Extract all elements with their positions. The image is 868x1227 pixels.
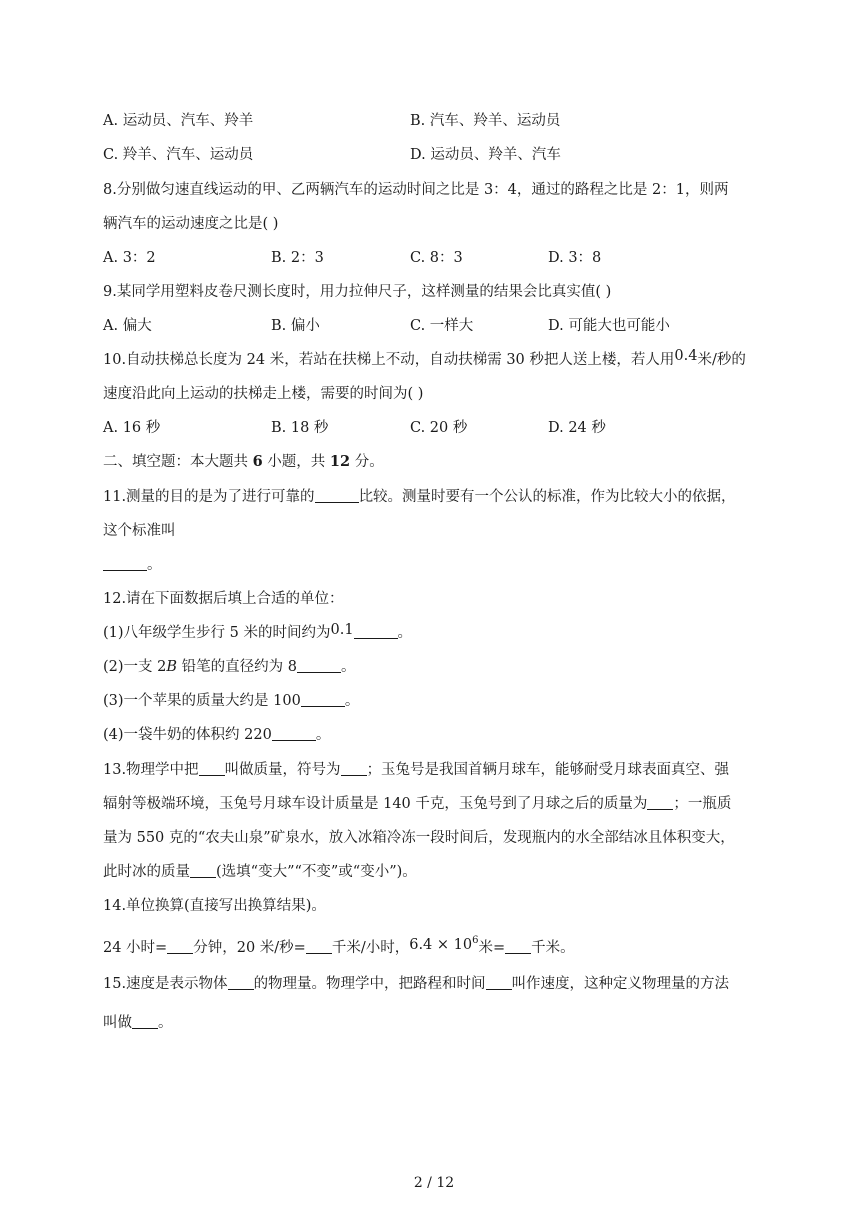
- answer-blank[interactable]: [132, 1013, 158, 1029]
- q12-end: 。: [315, 727, 331, 743]
- q11-text-b: 比较。测量时要有一个公认的标准，作为比较大小的依据，: [358, 489, 736, 505]
- answer-blank[interactable]: [505, 938, 531, 954]
- q11-line3: [103, 555, 162, 575]
- q14-number-base: 6.4 × 10: [409, 937, 473, 953]
- q12-end: 。: [340, 659, 356, 675]
- q14-text-a: 24 小时=: [103, 940, 168, 956]
- answer-blank[interactable]: [315, 487, 359, 503]
- q15-text-b: 的物理量。物理学中，把路程和时间: [253, 976, 486, 992]
- q15-text-c: 叫作速度，这种定义物理量的方法: [511, 976, 730, 992]
- answer-blank[interactable]: [167, 938, 193, 954]
- q13-text-g: (选填“变大”“不变”或“变小”)。: [216, 864, 417, 880]
- section-heading: [103, 452, 384, 472]
- q12-end: 。: [397, 625, 413, 641]
- q8-option-d: D. 3：8: [548, 250, 602, 266]
- q10-option-a: A. 16 秒: [103, 420, 161, 436]
- q12-part2-var: B: [166, 659, 178, 675]
- section-heading-mid: 小题，共: [262, 454, 330, 470]
- q13-text-e: ；一瓶质: [673, 796, 732, 812]
- q10-speed-value: 0.4: [674, 348, 698, 364]
- page-number: 2 / 12: [413, 1175, 455, 1191]
- q12-part4-text: (4)一袋牛奶的体积约 220: [103, 727, 272, 743]
- q12-part1: [103, 623, 412, 643]
- answer-blank[interactable]: [190, 862, 216, 878]
- q12-part2-text-a: (2)一支 2: [103, 659, 167, 675]
- section-heading-pre: 二、填空题：本大题共: [103, 454, 253, 470]
- q12-part1-value: 0.1: [330, 622, 354, 638]
- q8-stem-line2: 辆汽车的运动速度之比是( ): [103, 216, 279, 232]
- q9-option-b: B. 偏小: [271, 318, 320, 334]
- q11-end: 。: [147, 557, 162, 573]
- q9-option-c: C. 一样大: [410, 318, 474, 334]
- q15-text-e: 。: [158, 1015, 173, 1031]
- q8-stem-line1: 8.分别做匀速直线运动的甲、乙两辆汽车的运动时间之比是 3：4，通过的路程之比是 2：1，则两: [103, 182, 729, 198]
- q14-text-c: 千米/小时，: [331, 940, 410, 956]
- section-question-count: 6: [252, 453, 263, 470]
- q13-line1: [103, 760, 729, 780]
- q13-text-b: 叫做质量，符号为: [224, 762, 341, 778]
- q7-option-c: C. 羚羊、汽车、运动员: [103, 147, 254, 163]
- q10-option-b: B. 18 秒: [271, 420, 329, 436]
- answer-blank[interactable]: [486, 974, 512, 990]
- q9-option-d: D. 可能大也可能小: [548, 318, 670, 334]
- q13-text-f: 此时冰的质量: [103, 864, 190, 880]
- q10-stem-line2: 速度沿此向上运动的扶梯走上楼，需要的时间为( ): [103, 386, 424, 402]
- q12-title: 12.请在下面数据后填上合适的单位：: [103, 591, 344, 607]
- q12-part2-text-b: 铅笔的直径约为 8: [177, 659, 297, 675]
- q13-text-c: ；玉兔号是我国首辆月球车，能够耐受月球表面真空、强: [366, 762, 730, 778]
- q12-part2: [103, 657, 355, 677]
- q8-option-b: B. 2：3: [271, 250, 324, 266]
- q15-text-a: 15.速度是表示物体: [103, 976, 228, 992]
- q14-number-exponent: 6: [472, 935, 479, 946]
- q8-option-a: A. 3：2: [103, 250, 156, 266]
- q10-text-b: 米/秒的: [697, 352, 746, 368]
- q7-option-d: D. 运动员、羚羊、汽车: [410, 147, 561, 163]
- answer-blank[interactable]: [354, 623, 398, 639]
- answer-blank[interactable]: [341, 760, 367, 776]
- answer-blank[interactable]: [647, 794, 673, 810]
- q12-part1-text: (1)八年级学生步行 5 米的时间约为: [103, 625, 331, 641]
- q14-title: 14.单位换算(直接写出换算结果)。: [103, 898, 326, 914]
- q13-line2: [103, 794, 731, 814]
- q11-line1: [103, 487, 736, 507]
- answer-blank[interactable]: [301, 691, 345, 707]
- q10-stem-line1: [103, 350, 746, 370]
- answer-blank[interactable]: [272, 725, 316, 741]
- q8-option-c: C. 8：3: [410, 250, 463, 266]
- q15-line1: [103, 974, 729, 994]
- q14-scientific-number: [409, 937, 478, 953]
- q10-text-a: 10.自动扶梯总长度为 24 米，若站在扶梯上不动，自动扶梯需 30 秒把人送上楼，若人用: [103, 352, 675, 368]
- q14-text-e: 千米。: [531, 940, 575, 956]
- q13-line3: 量为 550 克的“农夫山泉”矿泉水，放入冰箱冷冻一段时间后，发现瓶内的水全部结冰且体积变大，: [103, 830, 735, 846]
- q12-part3: [103, 691, 359, 711]
- q12-end: 。: [344, 693, 360, 709]
- q13-text-d: 辐射等极端环境，玉兔号月球车设计质量是 140 千克，玉兔号到了月球之后的质量为: [103, 796, 648, 812]
- q11-line2: 这个标准叫: [103, 523, 176, 539]
- section-heading-post: 分。: [350, 454, 384, 470]
- q12-part3-text: (3)一个苹果的质量大约是 100: [103, 693, 301, 709]
- q14-text-d: 米=: [478, 940, 506, 956]
- q7-option-a: A. 运动员、汽车、羚羊: [103, 113, 254, 129]
- q12-part4: [103, 725, 330, 745]
- q14-text-b: 分钟，20 米/秒=: [193, 940, 306, 956]
- q10-option-c: C. 20 秒: [410, 420, 468, 436]
- q9-option-a: A. 偏大: [103, 318, 152, 334]
- q11-text-a: 11.测量的目的是为了进行可靠的: [103, 489, 315, 505]
- q13-text-a: 13.物理学中把: [103, 762, 199, 778]
- q10-option-d: D. 24 秒: [548, 420, 606, 436]
- q7-option-b: B. 汽车、羚羊、运动员: [410, 113, 561, 129]
- answer-blank[interactable]: [228, 974, 254, 990]
- section-score: 12: [329, 453, 351, 470]
- q15-line2: [103, 1013, 173, 1033]
- q15-text-d: 叫做: [103, 1015, 132, 1031]
- q13-line4: [103, 862, 417, 882]
- answer-blank[interactable]: [103, 555, 147, 571]
- answer-blank[interactable]: [199, 760, 225, 776]
- q14-conversions: [103, 935, 575, 958]
- answer-blank[interactable]: [306, 938, 332, 954]
- answer-blank[interactable]: [297, 657, 341, 673]
- q9-stem: 9.某同学用塑料皮卷尺测长度时，用力拉伸尺子，这样测量的结果会比真实值( ): [103, 284, 612, 300]
